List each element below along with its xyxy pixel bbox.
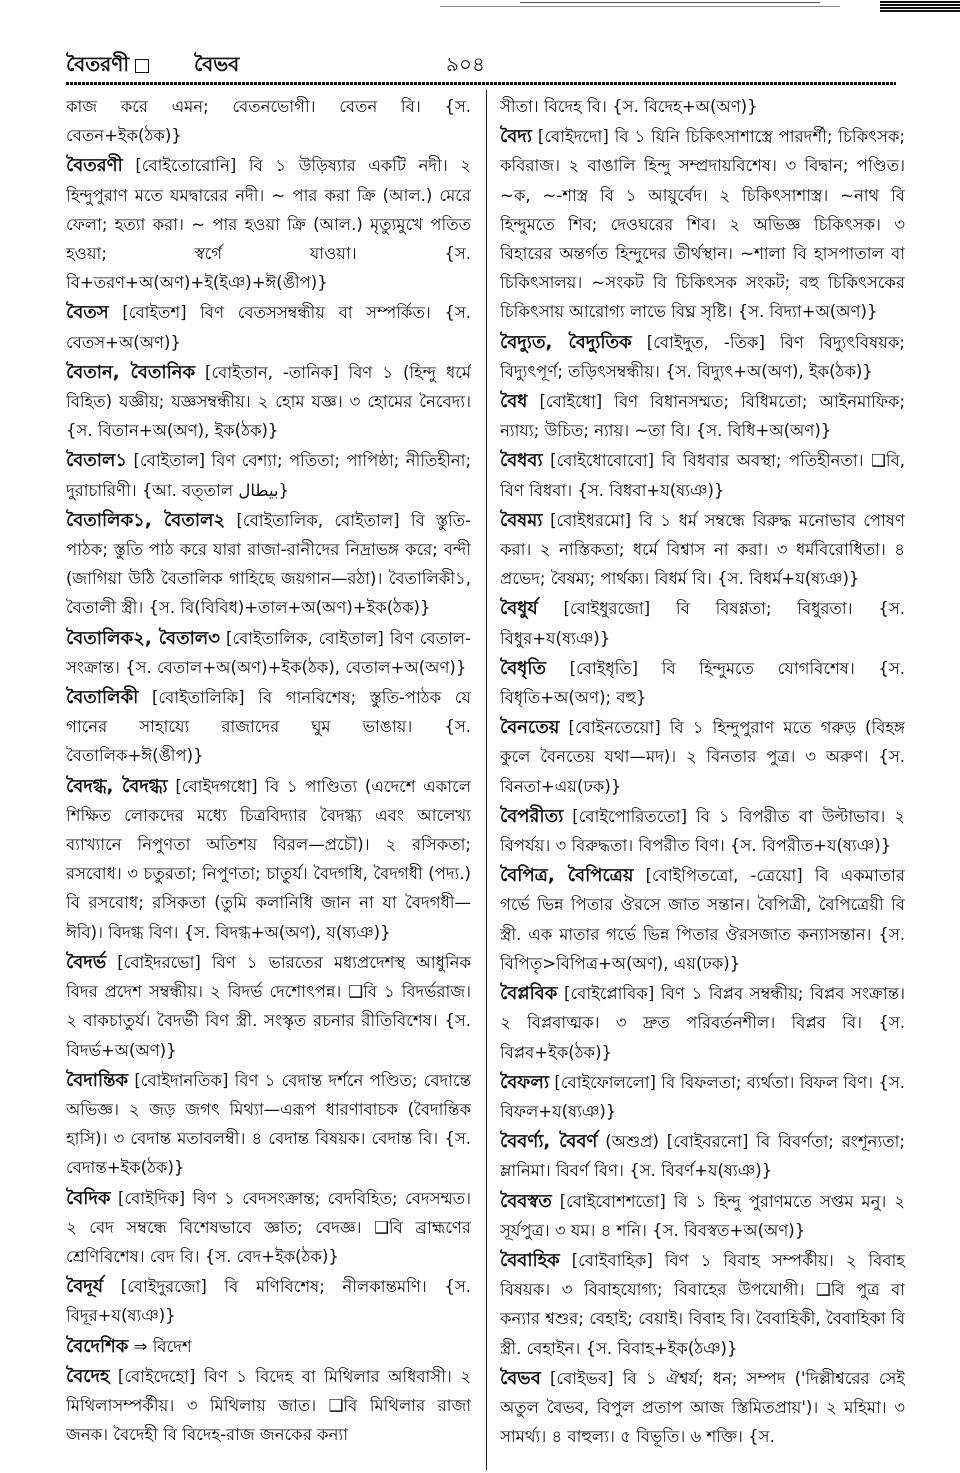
- entry-headword: বৈতালিক২, বৈতাল৩: [66, 627, 220, 649]
- dictionary-entry: [66, 92, 471, 150]
- dictionary-entry: [66, 358, 471, 446]
- entry-text: [বোইতালিকি] বি গানবিশেষ; স্তুতি-পাঠক যে গানের সাহায্যে রাজাদের ঘুম ভাঙায়। {স. বৈতালিক+ঈ(ঙীপ)}: [66, 688, 471, 766]
- dictionary-entry: [500, 1246, 905, 1363]
- dictionary-entry: [66, 506, 471, 623]
- square-box-icon: [135, 59, 149, 73]
- entry-text: [বোইদুত, -তিক] বিণ বিদ্যুৎবিষয়ক; বিদ্যুৎপূর্ণ; তড়িৎসম্বন্ধীয়। {স. বিদ্যুৎ+অ(অণ), ইক(ঠক)}: [500, 332, 905, 381]
- column-divider: [486, 90, 487, 1470]
- entry-text: [বোইদগধো] বি ১ পাণ্ডিত্য (এদেশে একালে শিক্ষিত লোকদের মধ্যে চিত্রবিদ্যার বৈদগ্ধ্য এবং আলেখ্য ব্যাখ্যানে নিপুণতা অতিশয় বিরল—প্রচৌ)। ২ রসিকতা; রসবোধ। ৩ চতুরতা; নিপুণতা; চাতুর্য। বৈদগধি, বৈদগধী (পদ্য.) বি রসবোধ; রসিকতা (তুমি কলানিধি জান না যা বৈদগধী—ঈবি)। বিদগ্ধ বিণ। {স. বিদগ্ধ+অ(অণ), য(ষ্যঞ)}: [66, 776, 471, 942]
- entry-text: [বোইফোললো] বি বিফলতা; ব্যর্থতা। বিফল বিণ। {স. বিফল+য(ষ্যঞ)}: [500, 1072, 905, 1121]
- entry-text: [বোইতোরোনি] বি ১ উড়িষ্যার একটি নদী। ২ হিন্দুপুরাণ মতে যমদ্বারের নদী। ~ পার করা ক্রি (আল.) মেরে ফেলা; হত্যা করা। ~ পার হওয়া ক্রি (আল.) মৃত্যুমুখে পতিত হওয়া; স্বর্গে যাওয়া। {স. বি+তরণ+অ(অণ)+ই(ইঞ)+ঈ(ঙীপ)}: [66, 156, 471, 293]
- entry-headword: বৈধব্য: [500, 450, 543, 472]
- dictionary-entry: [500, 713, 905, 801]
- entry-headword: বৈদ্যুত, বৈদ্যুতিক: [500, 331, 632, 353]
- entry-text: [বোইতাল] বিণ বেশ্যা; পতিতা; পাপিষ্ঠা; নীতিহীনা; দুরাচারিণী। {আ. বত্‌তাল بيطال}: [66, 451, 471, 500]
- entry-headword: বৈপিত্র, বৈপিত্রেয়: [500, 865, 634, 887]
- entry-text: (অশুপ্র) [বোইবরনো] বি বিবর্ণতা; রংশূন্যতা; ম্লানিমা। বিবর্ণ বিণ। {স. বিবর্ণ+য(ষ্যঞ)}: [500, 1132, 905, 1181]
- entry-headword: বৈদেহ: [66, 1365, 110, 1387]
- entry-headword: বৈপ্লবিক: [500, 983, 558, 1005]
- dictionary-entry: [500, 92, 905, 121]
- entry-text: [বোইভব] বি ১ ঐশ্বর্য; ধন; সম্পদ ('দিল্লীশ্বরের সেই অতুল বৈভব, বিপুল প্রতাপ আজ স্তিমিতপ্রায়')। ২ মহিমা। ৩ সামর্থ্য। ৪ বাহুল্য। ৫ বিভূতি। ৬ শক্তি। {স.: [500, 1368, 905, 1447]
- entry-headword: বৈতাল১: [66, 450, 128, 472]
- entry-text: [বোইপোরিততো] বি ১ বিপরীত বা উল্টাভাব। ২ বিপর্যয়। ৩ বিরুদ্ধতা। বিপরীত বিণ। {স. বিপরীত+য(ষ্যঞ)}: [500, 806, 905, 856]
- dictionary-entry: [500, 979, 905, 1067]
- entry-text: [বোইপ্লোবিক] বিণ ১ বিপ্লব সম্বন্ধীয়; বিপ্লব সংক্রান্ত। ২ বিপ্লবাত্মক। ৩ দ্রুত পরিবর্তনশীল। বিপ্লব বি। {স. বিপ্লব+ইক(ঠক)}: [500, 984, 905, 1062]
- entry-text: [বোইধো] বিণ বিধানসম্মত; বিধিমতো; আইনমাফিক; ন্যায্য; উচিত; ন্যায়। ~তা বি। {স. বিধি+অ(অণ)}: [500, 392, 905, 441]
- entry-text: [বোইতালিক, বোইতাল] বিণ বেতাল-সংক্রান্ত। {স. বেতাল+অ(অণ)+ইক(ঠক), বেতাল+অ(অণ)}: [66, 628, 471, 677]
- entry-text: [বোইতশ] বিণ বেতসসম্বন্ধীয় বা সম্পর্কিত। {স. বেতস+অ(অণ)}: [66, 303, 471, 352]
- dictionary-entry: [66, 948, 471, 1065]
- entry-text: [বোইদিক] বিণ ১ বেদসংক্রান্ত; বেদবিহিত; বেদসম্মত। ২ বেদ সম্বন্ধে বিশেষভাবে জ্ঞাত; বেদজ্ঞ। ❑বি ব্রাহ্মণের শ্রেণিবিশেষ। বেদ বি। {স. বেদ+ইক(ঠক)}: [66, 1188, 471, 1266]
- dictionary-entry: [66, 683, 471, 771]
- left-column: [66, 92, 471, 1462]
- dictionary-entry: [500, 1364, 905, 1452]
- entry-headword: বৈদূর্য: [66, 1276, 104, 1298]
- page-header: [66, 46, 894, 80]
- entry-text: [বোইদুরজো] বি মণিবিশেষ; নীলকান্তমণি। {স. বিদূর+য(ষ্যঞ)}: [66, 1277, 471, 1326]
- entry-text: [বোইধরমো] বি ১ ধর্ম সম্বন্ধে বিরুদ্ধ মনোভাব পোষণ করা। ২ নাস্তিকতা; ধর্মে বিশ্বাস না করা। ৩ ধর্মবিরোধিতা। ৪ প্রভেদ; বৈষম্য; পার্থক্য। বিধর্ম বি। {স. বিধর্ম+য(ষ্যঞ)}: [500, 510, 905, 589]
- entry-headword: বৈদেশিক: [66, 1335, 129, 1357]
- entry-headword: বৈভব: [500, 1367, 541, 1389]
- entry-text: [বোইবাহিক] বিণ ১ বিবাহ সম্পর্কীয়। ২ বিবাহ বিষয়ক। ৩ বিবাহযোগ্য; বিবাহের উপযোগী। ❑বি পুত্র বা কন্যার শ্বশুর; বেহাই; বেয়াই। বিবাহ বি। বৈবাহিকী, বৈবাহিকা বি স্ত্রী. বেহাইন। {স. বিবাহ+ইক(ঠঞ)}: [500, 1250, 905, 1358]
- guide-word-first: বৈতরণী: [66, 50, 155, 83]
- right-column: [500, 92, 905, 1462]
- dictionary-entry: [500, 122, 905, 326]
- entry-text: [বোইদেহো] বিণ ১ বিদেহ বা মিথিলার অধিবাসী। ২ মিথিলাসম্পর্কীয়। ৩ মিথিলায় জাত। ❑বি মিথিলার রাজা জনক। বৈদেহী বি বিদেহ-রাজ জনকের কন্যা: [66, 1366, 471, 1445]
- entry-headword: বৈধুর্য: [500, 598, 538, 620]
- dictionary-entry: [66, 1362, 471, 1450]
- entry-text: [বোইধৃতি] বি হিন্দুমতে যোগবিশেষ। {স. বিধৃতি+অ(অণ); বহু}: [500, 658, 905, 708]
- dictionary-entry: [500, 654, 905, 712]
- dictionary-entry: [66, 151, 471, 297]
- entry-text: [বোইবোশশতো] বি ১ হিন্দু পুরাণমতে সপ্তম মনু। ২ সূর্যপুত্র। ৩ যম। ৪ শনি। {স. বিবস্বত+অ(অণ)}: [500, 1191, 905, 1240]
- dictionary-entry: [500, 328, 905, 386]
- header-rule: [66, 82, 896, 85]
- entry-headword: বৈনতেয়: [500, 717, 560, 739]
- entry-headword: বৈধৃতি: [500, 657, 547, 679]
- dictionary-entry: [66, 1184, 471, 1272]
- entry-headword: বৈদান্তিক: [66, 1069, 129, 1091]
- entry-headword: বৈতান, বৈতানিক: [66, 361, 196, 383]
- dictionary-entry: [66, 772, 471, 947]
- dictionary-entry: [500, 1127, 905, 1185]
- entry-headword: বৈদিক: [66, 1187, 111, 1209]
- entry-text: ⇒ বিদেশ: [133, 1336, 192, 1356]
- page-number: ৯০৪: [446, 52, 485, 76]
- dictionary-entry: [500, 594, 905, 652]
- dictionary-entry: [500, 1187, 905, 1245]
- entry-headword: বৈপরীত্য: [500, 805, 564, 827]
- dictionary-entry: [500, 506, 905, 594]
- entry-headword: বৈতালিকী: [66, 687, 139, 709]
- entry-headword: বৈবস্বত: [500, 1190, 552, 1212]
- dictionary-entry: [66, 298, 471, 356]
- entry-headword: বৈদ্য: [500, 126, 532, 148]
- entry-text: [বোইদরভো] বিণ ১ ভারতের মধ্যপ্রদেশস্থ আধুনিক বিদর প্রদেশ সম্বন্ধীয়। ২ বিদর্ভ দেশোৎপন্ন। ❑বি ১ বিদর্ভরাজ। ২ বাকচাতুর্য। বৈদর্ভী বিণ স্ত্রী. সংস্কৃত রচনার রীতিবিশেষ। {স. বিদর্ভ+অ(অণ)}: [66, 952, 471, 1060]
- entry-text: [বোইদানতিক] বিণ ১ বেদান্ত দর্শনে পণ্ডিত; বেদান্তে অভিজ্ঞ। ২ জড় জগৎ মিথ্যা—এরূপ ধারণাবাচক (বৈদান্তিক হাসি)। ৩ বেদান্ত মতাবলম্বী। ৪ বেদান্ত বিষয়ক। বেদান্ত বি। {স. বেদান্ত+ইক(ঠক)}: [66, 1070, 471, 1178]
- entry-text: [বোইধোবোবো] বি বিধবার অবস্থা; পতিহীনতা। ❑বি, বিণ বিধবা। {স. বিধবা+য(ষ্যঞ)}: [500, 451, 905, 500]
- dictionary-entry: [500, 1068, 905, 1126]
- entry-text: [বোইতালিক, বোইতাল] বি স্তুতি-পাঠক; স্তুতি পাঠ করে যারা রাজা-রানীদের নিদ্রাভঙ্গ করে; বন্দী (জাগিয়া উঠি বৈতালিক গাহিছে জয়গান—রঠা)। বৈতালিকী১, বৈতালী স্ত্রী। {স. বি(বিবিধ)+তাল+অ(অণ)+ইক(ঠক)}: [66, 510, 471, 618]
- dictionary-entry: [66, 1066, 471, 1183]
- entry-headword: বৈবর্ণ্য, বৈবর্ণ: [500, 1131, 598, 1153]
- entry-headword: বৈদগ্ধ, বৈদগ্ধ্য: [66, 775, 168, 797]
- entry-text: [বোইপিতত্রো, -ত্রেয়ো] বি একমাতার গর্ভে ভিন্ন পিতার ঔরসে জাত সন্তান। বৈপিত্রী, বৈপিত্রেয়ী বি স্ত্রী. এক মাতার গর্ভে ভিন্ন পিতার ঔরসজাত কন্যাসন্তান। {স. বিপিতৃ>বিপিত্র+অ(অণ), এয়(ঢক)}: [500, 866, 905, 973]
- entry-headword: বৈফল্য: [500, 1071, 550, 1093]
- entry-text: কাজ করে এমন; বেতনভোগী। বেতন বি। {স. বেতন+ইক(ঠক)}: [66, 97, 471, 146]
- dictionary-entry: [66, 446, 471, 504]
- entry-headword: বৈবাহিক: [500, 1249, 560, 1271]
- dictionary-entry: [66, 624, 471, 682]
- scan-artifact: [0, 0, 960, 14]
- guide-word-last: বৈভব: [194, 52, 240, 76]
- dictionary-entry: [500, 802, 905, 860]
- entry-headword: বৈদর্ভ: [66, 951, 107, 973]
- entry-headword: বৈতস: [66, 302, 109, 324]
- dictionary-entry: [66, 1272, 471, 1330]
- entry-text: [বোইদদো] বি ১ যিনি চিকিৎসাশাস্ত্রে পারদর্শী; চিকিৎসক; কবিরাজ। ২ বাঙালি হিন্দু সম্প্রদায়বিশেষ। ৩ বিদ্বান; পণ্ডিত। ~ক, ~-শাস্ত্র বি ১ আয়ুর্বেদ। ২ চিকিৎসাশাস্ত্র। ~নাথ বি হিন্দুমতে শিব; দেওঘরের শিব। ২ অভিজ্ঞ চিকিৎসক। ৩ বিহারের অন্তর্গত হিন্দুদের তীর্থস্থান। ~শালা বি হাসপাতাল বা চিকিৎসালয়। ~সংকট বি চিকিৎসক সংকট; বহু চিকিৎসকের চিকিৎসায় আরোগ্য লাভে বিঘ্ন সৃষ্টি। {স. বিদ্যা+অ(অণ)}: [500, 127, 905, 322]
- entry-text: [বোইধুরজো] বি বিষণ্ণতা; বিধুরতা। {স. বিধুর+য(ষ্যঞ)}: [500, 599, 905, 648]
- entry-headword: বৈতরণী: [66, 155, 123, 177]
- entry-headword: বৈতালিক১, বৈতাল২: [66, 509, 226, 531]
- dictionary-entry: [500, 861, 905, 978]
- entry-text: [বোইনতেয়ো] বি ১ হিন্দুপুরাণ মতে গরুড় (বিহঙ্গ কুলে বৈনতেয় যথা—মদ)। ২ বিনতার পুত্র। ৩ অরুণ। {স. বিনতা+এয়(ঢক)}: [500, 718, 905, 796]
- entry-headword: বৈধ: [500, 391, 528, 413]
- entry-text: [বোইতান, -তানিক] বিণ ১ (হিন্দু ধর্মে বিহিত) যজ্ঞীয়; যজ্ঞসম্বন্ধীয়। ২ হোম যজ্ঞ। ৩ হোমের নৈবেদ্য। {স. বিতান+অ(অণ), ইক(ঠক)}: [66, 362, 471, 441]
- entry-text: সীতা। বিদেহ বি। {স. বিদেহ+অ(অণ)}: [500, 97, 758, 116]
- dictionary-entry: [66, 1332, 471, 1361]
- entry-headword: বৈষম্য: [500, 509, 543, 531]
- dictionary-entry: [500, 446, 905, 504]
- dictionary-entry: [500, 387, 905, 445]
